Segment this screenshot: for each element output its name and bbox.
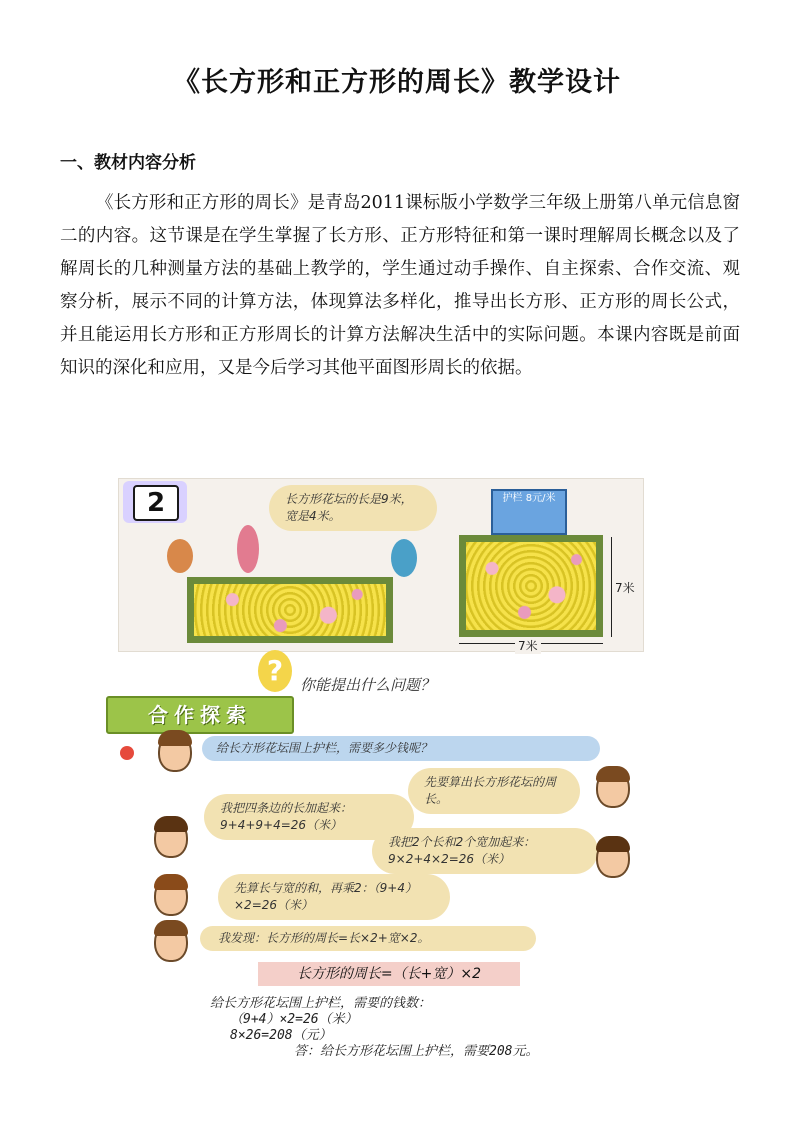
speech-bubble-6: 我发现：长方形的周长=长×2+宽×2。 xyxy=(200,926,536,951)
calc-line: （9+4）×2=26（米） xyxy=(230,1012,358,1027)
speech-bubble-1: 给长方形花坛围上护栏，需要多少钱呢？ xyxy=(202,736,600,761)
info-window-badge xyxy=(123,481,187,523)
rectangle-flower-bed xyxy=(187,577,393,643)
section-paragraph: 《长方形和正方形的周长》是青岛2011课标版小学数学三年级上册第八单元信息窗二的内容。这节课是在学生掌握了长方形、正方形特征和第一课时理解周长概念以及了解周长的几种测量方法的基础上教学的，学生通过动手操作、自主探索、合作交流、观察分析，展示不同的计算方法，体现算法多样化，推导出长方形、正方形的周长公式，并且能运用长方形和正方形周长的计算方法解决生活中的实际问题。本课内容既是前面知识的深化和应用，又是今后学习其他平面图形周长的依据。 xyxy=(60,193,740,378)
question-prompt: 你能提出什么问题？ xyxy=(300,676,436,694)
height-dimension-line xyxy=(611,537,612,637)
speech-bubble-2: 先要算出长方形花坛的周长。 xyxy=(408,768,580,814)
speech-bubble-3: 我把四条边的长加起来：9+4+9+4=26（米） xyxy=(204,794,414,840)
section-heading: 一、教材内容分析 xyxy=(60,153,196,173)
calc-line: 8×26=208（元） xyxy=(230,1028,332,1043)
square-flower-bed xyxy=(459,535,603,637)
boy-avatar-icon xyxy=(596,768,630,808)
child-figure-icon xyxy=(167,539,193,573)
girl-avatar-icon xyxy=(596,838,630,878)
speech-bubble-5: 先算长与宽的和，再乘2：（9+4）×2=26（米） xyxy=(218,874,450,920)
girl-avatar-icon xyxy=(154,818,188,858)
textbook-figure xyxy=(118,478,644,1058)
square-width-label: 7米 xyxy=(515,637,541,654)
girl-avatar-icon xyxy=(154,876,188,916)
cooperative-exploration-banner: 合作探索 xyxy=(106,696,294,734)
calc-line: 给长方形花坛围上护栏，需要的钱数： xyxy=(210,996,432,1011)
price-sign: 护栏 8元/米 xyxy=(491,489,567,535)
square-height-label: 7米 xyxy=(615,581,635,595)
page-title: 《长方形和正方形的周长》教学设计 xyxy=(173,67,621,98)
question-mark-icon: ? xyxy=(258,650,292,692)
calc-line: 答：给长方形花坛围上护栏，需要208元。 xyxy=(294,1044,539,1059)
bullet-dot-icon xyxy=(120,746,134,760)
intro-speech-bubble: 长方形花坛的长是9米，宽是4米。 xyxy=(269,485,437,531)
boy-avatar-icon xyxy=(158,732,192,772)
speech-bubble-4: 我把2个长和2个宽加起来：9×2+4×2=26（米） xyxy=(372,828,598,874)
info-window-panel xyxy=(118,478,644,652)
badge-number: 2 xyxy=(133,485,179,521)
perimeter-formula: 长方形的周长=（长+宽）×2 xyxy=(258,962,520,986)
boy-avatar-icon xyxy=(154,922,188,962)
child-figure-icon xyxy=(237,525,259,573)
child-figure-icon xyxy=(391,539,417,577)
